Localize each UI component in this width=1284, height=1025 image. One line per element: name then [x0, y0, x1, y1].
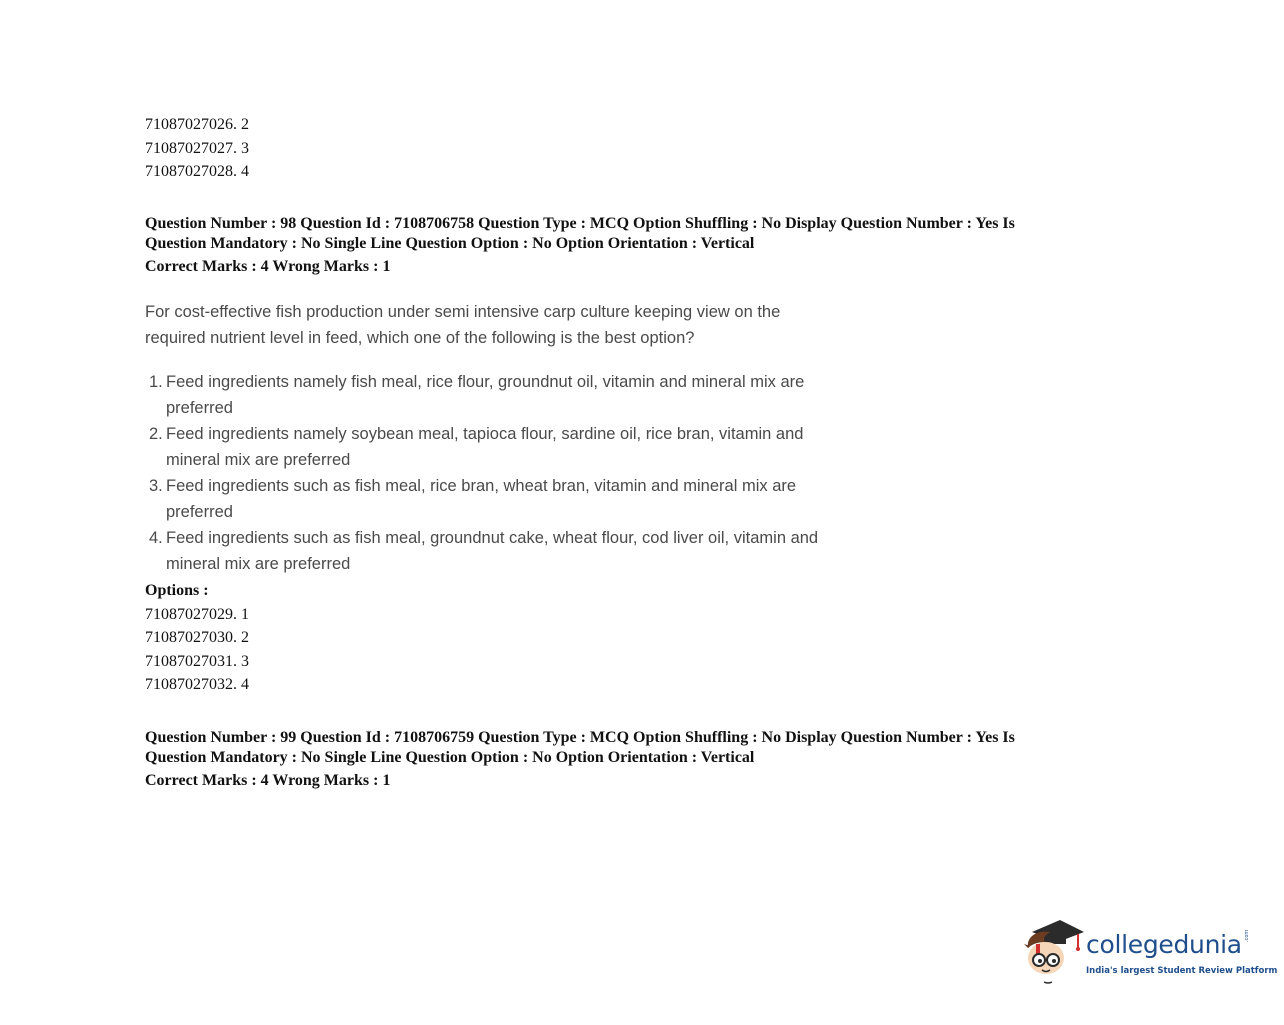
question-98-meta — [145, 214, 1105, 277]
choice-number: 4. — [149, 529, 163, 547]
choice-text-line: Feed ingredients namely fish meal, rice flour, groundnut oil, vitamin and mineral mix are — [166, 373, 805, 391]
collegedunia-logo[interactable] — [1022, 918, 1278, 990]
option-id-line: 71087027029. 1 — [145, 605, 249, 623]
choice-text-line: preferred — [166, 399, 233, 417]
choice-text-line: Feed ingredients such as fish meal, rice bran, wheat bran, vitamin and mineral mix are — [166, 477, 797, 495]
choice-text-line: mineral mix are preferred — [166, 555, 351, 573]
question-99-meta — [145, 728, 1105, 791]
question-98-text — [145, 299, 865, 351]
choice-number: 3. — [149, 477, 163, 495]
option-id-line: 71087027026. 2 — [145, 116, 249, 133]
option-id-line: 71087027032. 4 — [145, 676, 249, 693]
choice-item — [145, 421, 865, 473]
choice-number: 1. — [149, 373, 163, 391]
option-id-line: 71087027031. 3 — [145, 652, 249, 670]
choice-item — [145, 525, 865, 577]
logo-tagline: India's largest Student Review Platform — [1086, 966, 1278, 976]
question-98-options — [145, 579, 249, 697]
question-98-choices — [145, 369, 865, 577]
choice-number: 2. — [149, 425, 163, 443]
choice-text-line: preferred — [166, 503, 233, 521]
choice-item — [145, 473, 865, 525]
question-meta-line: Question Mandatory : No Single Line Question Option : No Option Orientation : Vertical — [145, 235, 755, 252]
question-marks: Correct Marks : 4 Wrong Marks : 1 — [145, 772, 391, 789]
option-id-line: 71087027027. 3 — [145, 139, 249, 157]
choice-item — [145, 369, 865, 421]
logo-wordmark: collegedunia — [1086, 930, 1242, 959]
mascot-icon — [1022, 918, 1084, 986]
choice-text-line: Feed ingredients namely soybean meal, tapioca flour, sardine oil, rice bran, vitamin and — [166, 425, 804, 443]
question-marks: Correct Marks : 4 Wrong Marks : 1 — [145, 258, 391, 275]
question-text-line: required nutrient level in feed, which one of the following is the best option? — [145, 329, 695, 347]
option-id-line: 71087027030. 2 — [145, 629, 249, 646]
options-label: Options : — [145, 582, 209, 599]
choice-text-line: mineral mix are preferred — [166, 451, 351, 469]
question-meta-line: Question Mandatory : No Single Line Question Option : No Option Orientation : Vertical — [145, 749, 755, 766]
logo-domain-suffix: .com — [1244, 929, 1250, 942]
previous-question-options — [145, 113, 249, 184]
question-meta-line: Question Number : 99 Question Id : 7108706759 Question Type : MCQ Option Shuffling : No Display Question Number : Yes Is — [145, 729, 1015, 746]
question-text-line: For cost-effective fish production under semi intensive carp culture keeping view on the — [145, 303, 781, 321]
question-meta-line: Question Number : 98 Question Id : 7108706758 Question Type : MCQ Option Shuffling : No Display Question Number : Yes Is — [145, 215, 1015, 232]
option-id-line: 71087027028. 4 — [145, 163, 249, 180]
choice-text-line: Feed ingredients such as fish meal, groundnut cake, wheat flour, cod liver oil, vitamin and — [166, 529, 819, 547]
